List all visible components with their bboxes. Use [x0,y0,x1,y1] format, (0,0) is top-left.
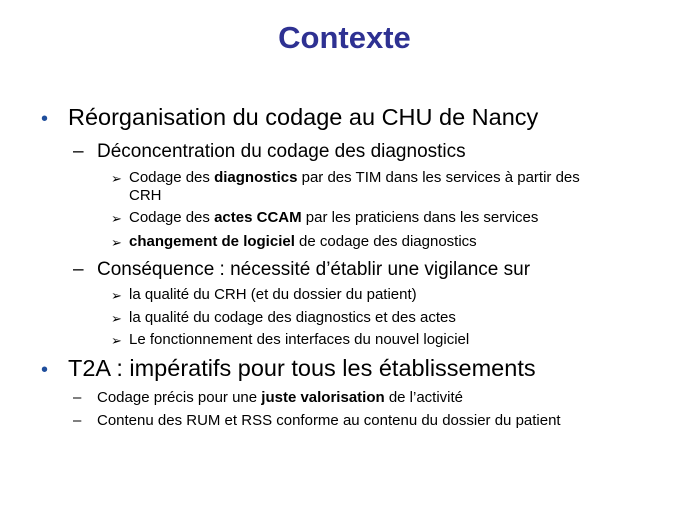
arrow-icon: ➢ [111,171,122,186]
dash-icon: – [73,412,82,429]
bullet-t2a: T2A : impératifs pour tous les établissements [68,355,536,381]
dash-icon: – [73,141,84,162]
bullet-icon: • [41,108,49,130]
sub-deconcentration: Déconcentration du codage des diagnostics [97,141,466,162]
arrow-icon: ➢ [111,288,122,303]
bullet-icon: • [41,359,49,381]
bullet-reorganisation: Réorganisation du codage au CHU de Nancy [68,104,539,130]
sub-consequence: Conséquence : nécessité d’établir une vigilance sur [97,259,531,280]
item-qualite-codage: la qualité du codage des diagnostics et des actes [129,309,456,326]
item-codage-diagnostics: Codage des diagnostics par des TIM dans les services à partir des [129,169,580,186]
sub-codage-precis: Codage précis pour une juste valorisation de l’activité [97,389,464,406]
arrow-icon: ➢ [111,311,122,326]
sub-contenu-rum-rss: Contenu des RUM et RSS conforme au contenu du dossier du patient [97,412,561,429]
arrow-icon: ➢ [111,333,122,348]
slide-title: Contexte [278,20,411,55]
item-changement-logiciel: changement de logiciel de codage des diagnostics [129,233,477,250]
arrow-icon: ➢ [111,211,122,226]
dash-icon: – [73,259,84,280]
arrow-icon: ➢ [111,235,122,250]
item-codage-diagnostics-cont: CRH [129,187,162,204]
item-fonctionnement-interfaces: Le fonctionnement des interfaces du nouvel logiciel [129,331,470,348]
item-qualite-crh: la qualité du CRH (et du dossier du patient) [129,286,417,303]
item-codage-actes: Codage des actes CCAM par les praticiens dans les services [129,209,539,226]
dash-icon: – [73,389,82,406]
